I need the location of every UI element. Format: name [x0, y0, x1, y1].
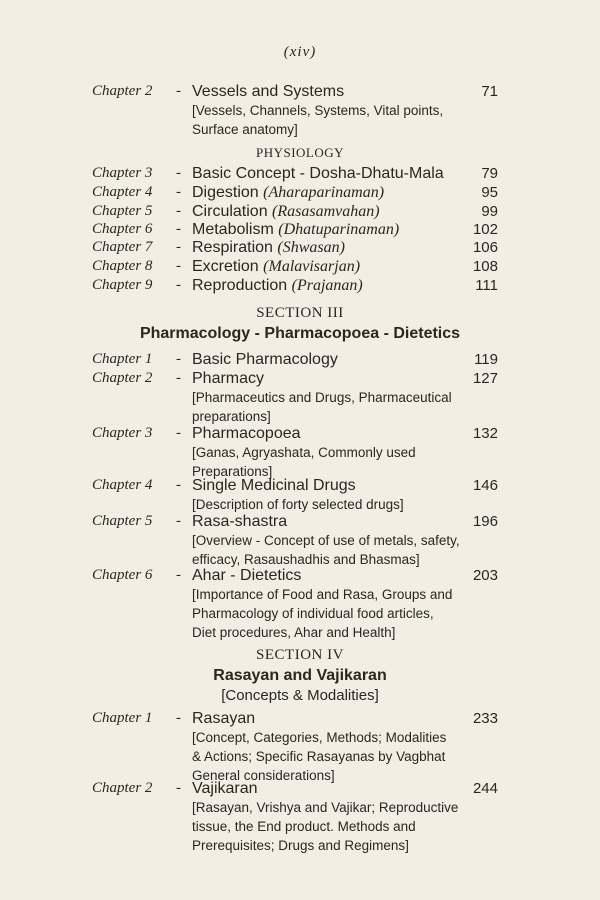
page-ref: 71	[481, 83, 498, 100]
chapter-title: Single Medicinal Drugs	[192, 477, 356, 494]
chapter-title: Ahar - Dietetics	[192, 567, 302, 584]
chapter-description-line: [Rasayan, Vrishya and Vajikar; Reproductive	[192, 800, 459, 815]
chapter-title: Pharmacopoea	[192, 425, 301, 442]
chapter-description-line: Diet procedures, Ahar and Health]	[192, 625, 396, 640]
dash-separator: -	[176, 239, 181, 255]
section-iv-label: SECTION IV	[256, 647, 344, 663]
chapter-label: Chapter 9	[92, 277, 153, 293]
chapter-description-line: [Vessels, Channels, Systems, Vital points,	[192, 103, 444, 118]
chapter-title-sanskrit: (Prajanan)	[291, 277, 363, 294]
chapter-description-line: Preparations]	[192, 464, 273, 479]
page-ref: 119	[474, 351, 498, 368]
page-ref: 102	[472, 221, 498, 238]
chapter-description-line: Pharmacology of individual food articles,	[192, 606, 434, 621]
chapter-label: Chapter 4	[92, 477, 153, 493]
chapter-label: Chapter 6	[92, 221, 153, 237]
dash-separator: -	[176, 710, 181, 726]
page-ref: 127	[472, 370, 498, 387]
chapter-title: Excretion (Malavisarjan)	[192, 258, 361, 275]
chapter-title: Vessels and Systems	[192, 83, 345, 100]
chapter-title-sanskrit: (Shwasan)	[277, 239, 345, 256]
chapter-title: Circulation (Rasasamvahan)	[192, 203, 380, 220]
chapter-title: Pharmacy	[192, 370, 265, 387]
chapter-description-line: [Importance of Food and Rasa, Groups and	[192, 587, 453, 602]
chapter-description-line: efficacy, Rasaushadhis and Bhasmas]	[192, 552, 420, 567]
chapter-title: Reproduction (Prajanan)	[192, 277, 363, 294]
page-ref: 106	[472, 239, 498, 256]
chapter-description-line: Prerequisites; Drugs and Regimens]	[192, 838, 409, 853]
chapter-title: Rasayan	[192, 710, 256, 727]
page-ref: 108	[472, 258, 498, 275]
section-iii-title: Pharmacology - Pharmacopoea - Dietetics	[139, 325, 461, 342]
dash-separator: -	[176, 221, 181, 237]
chapter-title: Rasa-shastra	[192, 513, 288, 530]
chapter-title-sanskrit: (Rasasamvahan)	[272, 203, 380, 220]
dash-separator: -	[176, 780, 181, 796]
chapter-description-line: [Concept, Categories, Methods; Modalities	[192, 730, 447, 745]
chapter-title: Digestion (Aharaparinaman)	[192, 184, 385, 201]
chapter-title: Respiration (Shwasan)	[192, 239, 345, 256]
section-iii-label: SECTION III	[256, 305, 344, 321]
page-ref: 111	[475, 277, 498, 294]
page-ref: 146	[472, 477, 498, 494]
section-iv-title: Rasayan and Vajikaran	[213, 667, 387, 684]
dash-separator: -	[176, 203, 181, 219]
chapter-description-line: General considerations]	[192, 768, 335, 783]
chapter-title: Basic Concept - Dosha-Dhatu-Mala	[192, 165, 444, 182]
dash-separator: -	[176, 351, 181, 367]
chapter-title-sanskrit: (Dhatuparinaman)	[278, 221, 400, 238]
chapter-label: Chapter 6	[92, 567, 153, 583]
chapter-description-line: [Ganas, Agryashata, Commonly used	[192, 445, 416, 460]
chapter-label: Chapter 5	[92, 203, 153, 219]
chapter-label: Chapter 1	[92, 710, 153, 726]
physiology-heading: PHYSIOLOGY	[255, 145, 345, 160]
chapter-title: Metabolism (Dhatuparinaman)	[192, 221, 400, 238]
chapter-description-line: [Pharmaceutics and Drugs, Pharmaceutical	[192, 390, 452, 405]
chapter-label: Chapter 8	[92, 258, 153, 274]
page-number: (xiv)	[283, 44, 317, 60]
page-ref: 203	[472, 567, 498, 584]
page-ref: 95	[481, 184, 498, 201]
chapter-title-sanskrit: (Malavisarjan)	[263, 258, 361, 275]
chapter-description-line: preparations]	[192, 409, 271, 424]
dash-separator: -	[176, 184, 181, 200]
dash-separator: -	[176, 513, 181, 529]
chapter-label: Chapter 2	[92, 780, 153, 796]
chapter-title-sanskrit: (Aharaparinaman)	[263, 184, 385, 201]
section-iv-subtitle: [Concepts & Modalities]	[221, 687, 379, 704]
page-ref: 196	[472, 513, 498, 530]
page-ref: 244	[472, 780, 498, 797]
dash-separator: -	[176, 425, 181, 441]
page-ref: 99	[481, 203, 498, 220]
chapter-label: Chapter 7	[92, 239, 153, 255]
dash-separator: -	[176, 567, 181, 583]
chapter-label: Chapter 1	[92, 351, 153, 367]
dash-separator: -	[176, 370, 181, 386]
chapter-label: Chapter 3	[92, 165, 153, 181]
dash-separator: -	[176, 477, 181, 493]
page-ref: 233	[472, 710, 498, 727]
chapter-title: Vajikaran	[192, 780, 258, 797]
page-ref: 132	[472, 425, 498, 442]
chapter-label: Chapter 2	[92, 370, 153, 386]
chapter-description-line: [Description of forty selected drugs]	[192, 497, 404, 512]
dash-separator: -	[176, 83, 181, 99]
chapter-label: Chapter 3	[92, 425, 153, 441]
dash-separator: -	[176, 258, 181, 274]
chapter-description-line: Surface anatomy]	[192, 122, 298, 137]
chapter-description-line: & Actions; Specific Rasayanas by Vagbhat	[192, 749, 446, 764]
chapter-description-line: [Overview - Concept of use of metals, safety,	[192, 533, 460, 548]
chapter-label: Chapter 2	[92, 83, 153, 99]
page-ref: 79	[481, 165, 498, 182]
chapter-label: Chapter 4	[92, 184, 153, 200]
dash-separator: -	[176, 277, 181, 293]
chapter-label: Chapter 5	[92, 513, 153, 529]
chapter-title: Basic Pharmacology	[192, 351, 338, 368]
chapter-description-line: tissue, the End product. Methods and	[192, 819, 416, 834]
dash-separator: -	[176, 165, 181, 181]
